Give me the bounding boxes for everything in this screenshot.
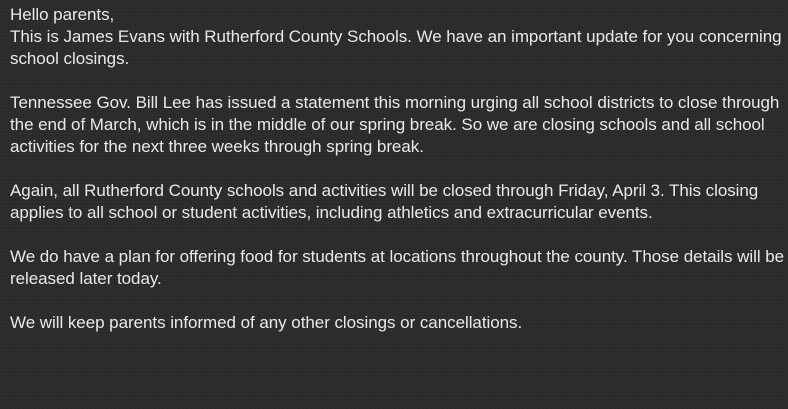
paragraph-closing-note: We will keep parents informed of any other closings or cancellations. — [10, 313, 523, 332]
message-body — [10, 4, 786, 356]
paragraph-governor-statement: Tennessee Gov. Bill Lee has issued a statement this morning urging all school districts to close through the end of March, which is in the middle of our spring break. So we are closing schools and all school activities for the next three weeks through spring break. — [10, 93, 780, 156]
paragraph-food-plan: We do have a plan for offering food for students at locations throughout the county. Those details will be released later today. — [10, 247, 785, 288]
greeting: Hello parents, — [10, 5, 115, 24]
paragraph-intro: This is James Evans with Rutherford County Schools. We have an important update for you concerning school closings. — [10, 27, 782, 68]
paragraph-closure-dates: Again, all Rutherford County schools and activities will be closed through Friday, April 3. This closing applies to all school or student activities, including athletics and extracurricular events. — [10, 181, 759, 222]
